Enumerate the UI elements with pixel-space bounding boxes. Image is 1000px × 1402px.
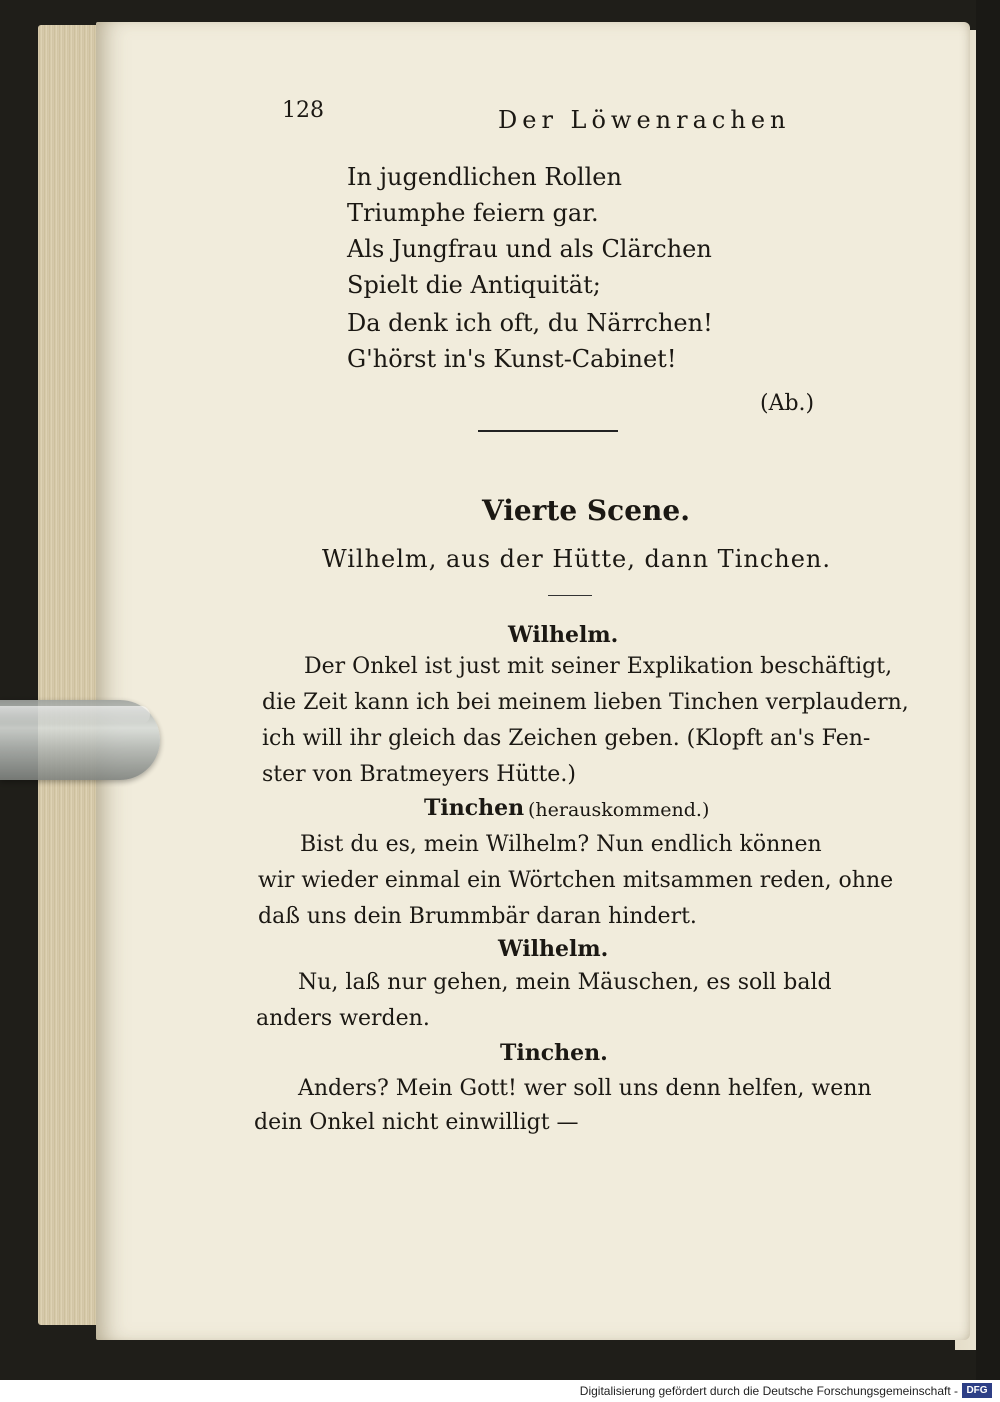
speaker-rule: [548, 595, 592, 596]
dialogue-line: Anders? Mein Gott! wer soll uns denn helfen, wenn: [298, 1076, 872, 1101]
stage-exit: (Ab.): [760, 391, 815, 416]
dialogue-line: anders werden.: [256, 1006, 430, 1031]
section-rule: [478, 430, 618, 432]
scene-cast: Wilhelm, aus der Hütte, dann Tinchen.: [322, 545, 832, 573]
verse-line: Spielt die Antiquität;: [347, 271, 601, 299]
speaker-name: Tinchen.: [500, 1040, 608, 1066]
dialogue-line: ich will ihr gleich das Zeichen geben. (Klopft an's Fen-: [262, 726, 871, 751]
dialogue-line: Bist du es, mein Wilhelm? Nun endlich können: [300, 832, 822, 857]
dialogue-line: daß uns dein Brummbär daran hindert.: [258, 904, 697, 929]
speaker-name: Tinchen: [424, 795, 525, 821]
dfg-logo-icon: DFG: [962, 1383, 992, 1398]
scanner-edge: [976, 0, 1000, 1402]
footer-credit: Digitalisierung gefördert durch die Deutsche Forschungsgemeinschaft -: [579, 1384, 958, 1398]
scene-title: Vierte Scene.: [482, 494, 690, 527]
verse-line: Da denk ich oft, du Närrchen!: [347, 309, 713, 337]
speaker-name: Wilhelm.: [508, 622, 619, 648]
verse-line: G'hörst in's Kunst-Cabinet!: [347, 345, 677, 373]
dialogue-line: die Zeit kann ich bei meinem lieben Tinchen verplaudern,: [262, 690, 909, 715]
speaker-name: Wilhelm.: [498, 936, 609, 962]
running-title: Der Löwenrachen: [498, 106, 791, 134]
dialogue-line: Nu, laß nur gehen, mein Mäuschen, es soll bald: [298, 970, 832, 995]
verse-line: In jugendlichen Rollen: [347, 163, 622, 191]
verse-line: Als Jungfrau und als Clärchen: [347, 235, 712, 263]
page-number: 128: [282, 98, 324, 123]
dialogue-line: dein Onkel nicht einwilligt —: [254, 1110, 579, 1135]
dialogue-line: wir wieder einmal ein Wörtchen mitsammen reden, ohne: [258, 868, 894, 893]
dialogue-line: Der Onkel ist just mit seiner Explikation beschäftigt,: [304, 654, 893, 679]
page-clamp-highlight: [0, 706, 150, 724]
verse-line: Triumphe feiern gar.: [347, 199, 599, 227]
dialogue-line: ster von Bratmeyers Hütte.): [262, 762, 576, 787]
stage-direction: (herauskommend.): [528, 799, 710, 821]
